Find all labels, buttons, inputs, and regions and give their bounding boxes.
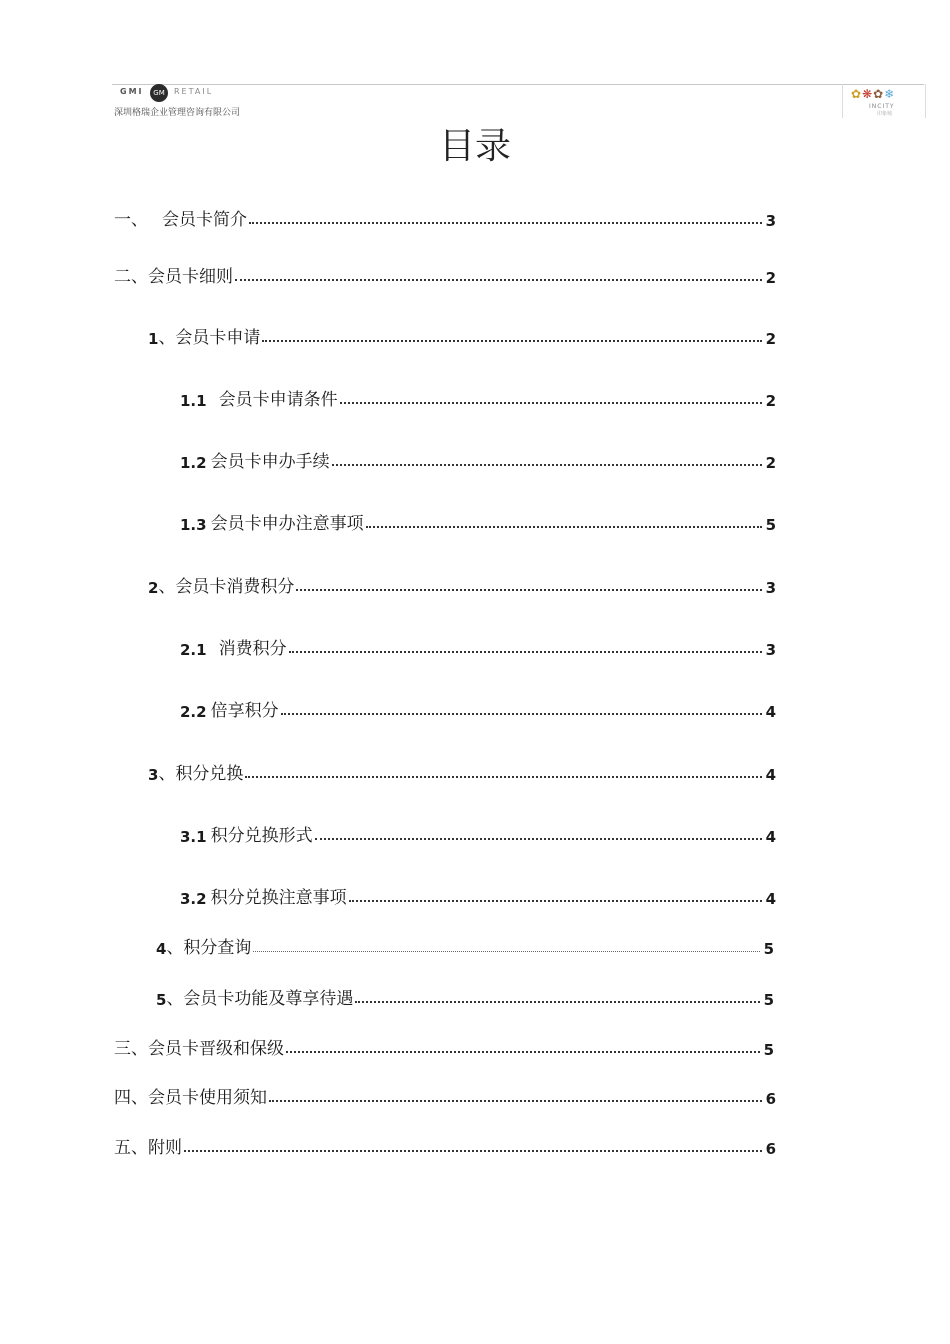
toc-entry-number: 4 <box>156 940 167 958</box>
toc-leader <box>249 222 762 224</box>
toc-leader <box>281 713 762 715</box>
toc-leader <box>366 526 762 528</box>
toc-entry-page: 4 <box>765 828 776 846</box>
toc-entry-page: 6 <box>765 1090 776 1108</box>
toc-entry-page: 6 <box>765 1140 776 1158</box>
toc-entry[interactable] <box>148 324 776 348</box>
toc-entry[interactable] <box>180 510 776 534</box>
toc-entry-number: 五、 <box>114 1138 148 1158</box>
toc-entry[interactable] <box>156 934 774 958</box>
toc-entry-label: 会员卡申办手续 <box>210 452 330 472</box>
toc-entry[interactable] <box>114 1035 774 1059</box>
toc-entry-number: 5 <box>156 991 167 1009</box>
toc-leader <box>245 776 762 778</box>
toc-entry-page: 5 <box>763 991 774 1009</box>
toc-entry[interactable] <box>180 884 776 908</box>
incity-sub-text: 印象城 <box>877 111 893 117</box>
toc-leader <box>355 1001 760 1003</box>
flower-icons: ✿❋✿❄ <box>851 87 896 101</box>
toc-entry-number: 3.2 <box>180 890 207 908</box>
logo-retail-text: RETAIL <box>174 87 214 96</box>
toc-leader <box>296 589 762 591</box>
toc-entry[interactable] <box>114 1134 776 1158</box>
toc-entry-number: 3.1 <box>180 828 207 846</box>
toc-entry-page: 5 <box>763 940 774 958</box>
toc-entry[interactable] <box>114 1084 776 1108</box>
toc-entry-number: 二、 <box>114 267 148 287</box>
company-name: 深圳格瑞企业管理咨询有限公司 <box>114 108 241 118</box>
toc-entry-label: 、会员卡申请 <box>158 328 261 348</box>
toc-leader <box>340 402 762 404</box>
toc-entry-number: 1.2 <box>180 454 207 472</box>
toc-leader <box>315 838 762 840</box>
toc-entry-number: 2.1 <box>180 641 207 659</box>
toc-entry-page: 2 <box>765 330 776 348</box>
toc-entry-label: 、会员卡功能及尊享待遇 <box>166 989 354 1009</box>
toc-entry-number: 3 <box>148 766 159 784</box>
toc-entry-page: 5 <box>763 1041 774 1059</box>
toc-entry-label: 会员卡使用须知 <box>148 1088 267 1108</box>
logo-mark-icon: GM <box>150 84 168 102</box>
toc-entry-page: 3 <box>765 579 776 597</box>
toc-entry-number: 1.3 <box>180 516 207 534</box>
toc-leader <box>289 651 762 653</box>
gmi-retail-logo <box>114 84 284 118</box>
toc-leader <box>262 340 762 342</box>
toc-entry-number: 一、 <box>114 210 148 230</box>
toc-entry-page: 2 <box>765 269 776 287</box>
toc-leader <box>349 900 762 902</box>
toc-entry[interactable] <box>114 206 776 230</box>
toc-entry-page: 3 <box>765 212 776 230</box>
toc-leader <box>184 1150 762 1152</box>
toc-entry-label: 、积分查询 <box>166 938 252 958</box>
page-title: 目录 <box>438 126 511 167</box>
toc-entry-page: 2 <box>765 454 776 472</box>
toc-entry-page: 4 <box>765 890 776 908</box>
toc-entry-label: 消费积分 <box>218 639 287 659</box>
toc-entry-page: 4 <box>765 766 776 784</box>
toc-entry-label: 、积分兑换 <box>158 764 244 784</box>
toc-entry[interactable] <box>180 822 776 846</box>
toc-entry[interactable] <box>148 573 776 597</box>
toc-entry-page: 5 <box>765 516 776 534</box>
toc-leader <box>235 279 762 281</box>
toc-entry[interactable] <box>180 635 776 659</box>
toc-entry-label: 会员卡申请条件 <box>218 390 338 410</box>
logo-gmi-text: GMI <box>120 87 144 96</box>
toc-entry-number: 1.1 <box>180 392 207 410</box>
toc-entry-label: 会员卡申办注意事项 <box>210 514 364 534</box>
toc-leader <box>286 1051 760 1053</box>
toc-leader <box>253 951 760 952</box>
toc-entry[interactable] <box>148 760 776 784</box>
toc-entry[interactable] <box>156 985 774 1009</box>
toc-entry-label: 会员卡晋级和保级 <box>148 1039 284 1059</box>
toc-entry-number: 2.2 <box>180 703 207 721</box>
toc-entry-number: 三、 <box>114 1039 148 1059</box>
toc-leader <box>332 464 762 466</box>
toc-entry-label: 会员卡细则 <box>148 267 233 287</box>
toc-entry[interactable] <box>180 697 776 721</box>
toc-entry-label: 附则 <box>148 1138 182 1158</box>
toc-entry-page: 4 <box>765 703 776 721</box>
toc-entry-label: 会员卡简介 <box>162 210 247 230</box>
toc-leader <box>269 1100 762 1102</box>
toc-entry-label: 、会员卡消费积分 <box>158 577 295 597</box>
incity-logo <box>842 84 926 118</box>
incity-brand-text: INCITY <box>869 103 895 110</box>
toc-entry-label: 积分兑换注意事项 <box>210 888 347 908</box>
toc-entry[interactable] <box>180 448 776 472</box>
toc-entry-number: 1 <box>148 330 159 348</box>
toc-entry-label: 积分兑换形式 <box>210 826 313 846</box>
toc-entry-page: 2 <box>765 392 776 410</box>
toc-entry-label: 倍享积分 <box>210 701 279 721</box>
toc-entry-number: 四、 <box>114 1088 148 1108</box>
toc-entry-page: 3 <box>765 641 776 659</box>
toc-entry-number: 2 <box>148 579 159 597</box>
toc-entry[interactable] <box>180 386 776 410</box>
toc-entry[interactable] <box>114 263 776 287</box>
